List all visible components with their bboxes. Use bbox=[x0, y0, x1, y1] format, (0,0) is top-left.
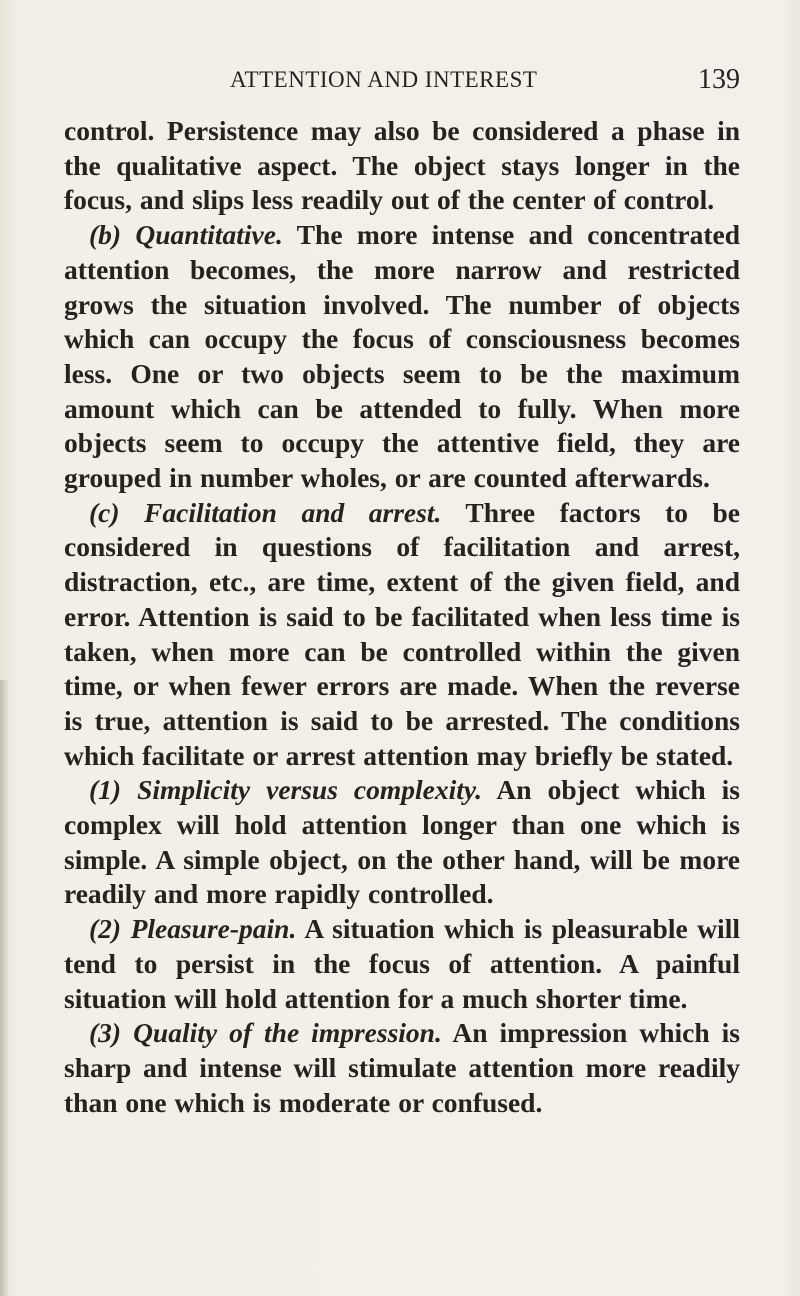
paragraph: control. Persistence may also be considered a phase in the qualitative aspect. The object stays longer in the focus, and slips less readily out of the center of control. bbox=[64, 115, 740, 216]
page-edge-shadow bbox=[0, 680, 8, 1296]
section-label: (1) Simplicity versus complexity. bbox=[89, 774, 482, 806]
running-title: ATTENTION AND INTEREST bbox=[230, 67, 538, 92]
section-label: (2) Pleasure-pain. bbox=[89, 913, 297, 945]
section-label: (b) Quantitative. bbox=[89, 219, 283, 251]
section-label: (c) Facilitation and arrest. bbox=[89, 496, 442, 528]
paragraph: (b) Quantitative. The more intense and concentrated attention becomes, the more narrow and restricted grows the situation involved. The number of objects which can occupy the focus of consciousness becomes less. One or two objects seem to be the maximum amount which can be attended to fully. When more objects seem to occupy the attentive field, they are grouped in number wholes, or are counted afterwards. bbox=[64, 219, 740, 494]
paragraph: (2) Pleasure-pain. A situation which is pleasurable will tend to persist in the focus of attention. A painful situation will hold attention for a much shorter time. bbox=[64, 913, 740, 1014]
section-label: (3) Quality of the impression. bbox=[89, 1017, 442, 1049]
paragraph: (3) Quality of the impression. An impression which is sharp and intense will stimulate attention more readily than one which is moderate or confused. bbox=[64, 1017, 741, 1118]
paragraph: (c) Facilitation and arrest. Three factors to be considered in questions of facilitation and arrest, distraction, etc., are time, extent of the given field, and error. Attention is said to be facilitated when less time is taken, when more can be controlled within the given time, or when fewer errors are made. When the reverse is true, attention is said to be arrested. The conditions which facilitate or arrest attention may briefly be stated. bbox=[64, 496, 740, 771]
running-header bbox=[230, 60, 740, 100]
page-number: 139 bbox=[698, 64, 740, 95]
body-text bbox=[64, 114, 740, 1120]
paragraph: (1) Simplicity versus complexity. An object which is complex will hold attention longer than one which is simple. A simple object, on the other hand, will be more readily and more rapidly controlled. bbox=[64, 774, 740, 910]
